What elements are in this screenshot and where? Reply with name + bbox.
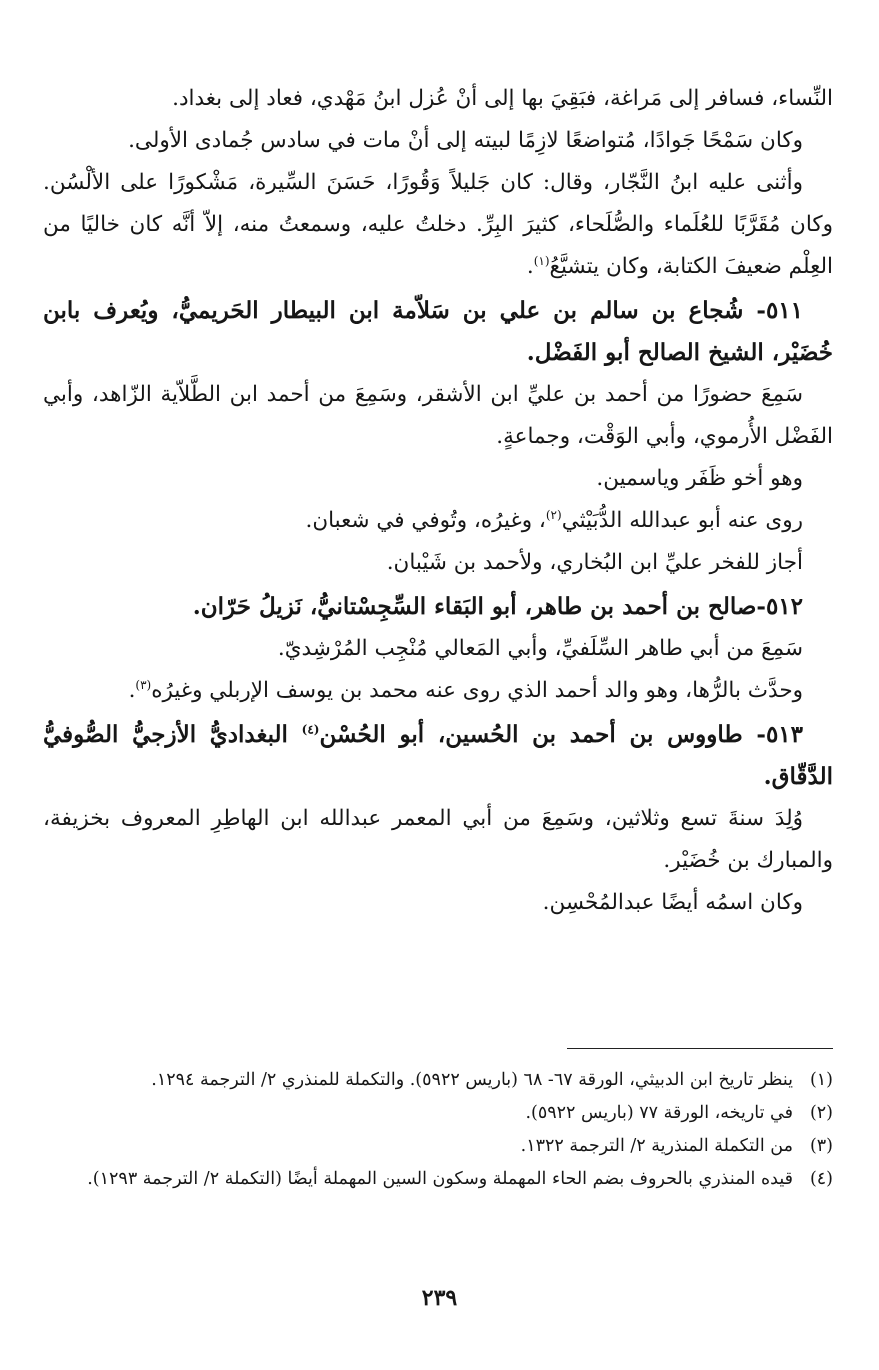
paragraph-1: النِّساء، فسافر إلى مَراغة، فبَقِيَ بها إلى أنْ عُزل ابنُ مَهْدي، فعاد إلى بغداد. — [172, 86, 833, 111]
footnote-number: (١) — [809, 1070, 833, 1090]
entry-513-number: ٥١٣- — [756, 721, 803, 748]
paragraph-3: وأثنى عليه ابنُ النَّجّار، وقال: كان جَليلاً وَقُورًا، حَسَنَ السِّيرة، مَشْكورًا على الألْسُن. وكان مُقَرَّبًا للعُلَماء والصُّلَحاء، كثيرَ البِرِّ. دخلتُ عليه، وسمعتُ منه، إلاّ أنَّه كان خاليًا من العِلْم ضعيفَ الكتابة، وكان يتشيَّعُ$^{(١)}$. — [43, 170, 833, 279]
footnote-number: (٤) — [809, 1169, 833, 1189]
paragraph-10: وُلِدَ سنةَ تسع وثلاثين، وسَمِعَ من أبي المعمر عبدالله ابن الهاطِرِ المعروف بخزيفة، والمبارك بن خُضَيْر. — [43, 806, 833, 873]
entry-513-title-b: البغداديُّ الأزجيُّ الصُّوفيُّ الدَّقّاق. — [43, 721, 833, 790]
footnote-text: من التكملة المنذرية ٢/ الترجمة ١٣٢٢. — [520, 1136, 793, 1156]
paragraph-6-text-a: روى عنه أبو عبدالله الدُّبَيْثي — [561, 508, 803, 533]
footnote-ref-2: (٢) — [545, 507, 562, 522]
footnotes — [43, 1065, 833, 1197]
footnote-text: ينظر تاريخ ابن الدبيثي، الورقة ٦٧- ٦٨ (باريس ٥٩٢٢). والتكملة للمنذري ٢/ الترجمة ١٢٩٤. — [151, 1070, 793, 1090]
footnote-ref-4: (٤) — [301, 722, 320, 737]
footnote — [43, 1065, 833, 1096]
footnote-number: (٣) — [809, 1136, 833, 1156]
paragraph-9-text: وحدَّث بالرُّها، وهو والد أحمد الذي روى عنه محمد بن يوسف الإربلي وغيرُه — [151, 678, 803, 703]
footnote-ref-1: (١) — [533, 253, 550, 268]
entry-511-number: ٥١١- — [756, 297, 803, 324]
page-number: ٢٣٩ — [421, 1285, 458, 1311]
paragraph-7: أجاز للفخر عليِّ ابن البُخاري، ولأحمد بن شَيْبان. — [386, 550, 803, 575]
paragraph-8: سَمِعَ من أبي طاهر السِّلَفيِّ، وأبي المَعالي مُنْجِب المُرْشِديّ. — [277, 636, 803, 661]
paragraph-6-text-b: ، وغيرُه، وتُوفي في شعبان. — [305, 508, 546, 533]
entry-511-heading — [43, 290, 833, 374]
paragraph-5: وهو أخو ظَفَر وياسمين. — [596, 466, 803, 491]
paragraph-2: وكان سَمْحًا جَوادًا، مُتواضعًا لازِمًا لبيته إلى أنْ مات في سادس جُمادى الأولى. — [128, 128, 803, 153]
footnote-number: (٢) — [809, 1103, 833, 1123]
paragraph-4: سَمِعَ حضورًا من أحمد بن عليِّ ابن الأشقر، وسَمِعَ من أحمد ابن الطَّلاّية الزّاهد، وأبي الفَضْل الأُرموي، وأبي الوَقْت، وجماعةٍ. — [43, 382, 833, 449]
paragraph-9: وحدَّث بالرُّها، وهو والد أحمد الذي روى عنه محمد بن يوسف الإربلي وغيرُه$^{(٣)}$. — [128, 677, 803, 703]
entry-513-title-a: طاووس بن أحمد بن الحُسين، أبو الحُسْن — [319, 721, 743, 748]
footnote-ref-3: (٣) — [135, 677, 152, 692]
entry-512-number: ٥١٢- — [756, 593, 803, 620]
entry-513-heading — [43, 714, 833, 798]
footnote — [43, 1098, 833, 1129]
entry-511-title: شُجاع بن سالم بن علي بن سَلاّمة ابن البيطار الحَريميُّ، ويُعرف بابن خُضَيْر، الشيخ الصالح أبو الفَضْل. — [43, 297, 833, 366]
footnote — [43, 1164, 833, 1195]
footnote — [43, 1131, 833, 1162]
footnote-text: قيده المنذري بالحروف بضم الحاء المهملة وسكون السين المهملة أيضًا (التكملة ٢/ الترجمة ١٢٩٣). — [87, 1169, 793, 1189]
footnote-text: في تاريخه، الورقة ٧٧ (باريس ٥٩٢٢). — [525, 1103, 793, 1123]
entry-512-heading — [43, 586, 833, 628]
paragraph-11: وكان اسمُه أيضًا عبدالمُحْسِن. — [542, 890, 803, 915]
footnote-separator — [567, 1048, 833, 1049]
paragraph-6 — [43, 500, 833, 542]
paragraph-3-text: وأثنى عليه ابنُ النَّجّار، وقال: كان جَليلاً وَقُورًا، حَسَنَ السِّيرة، مَشْكورًا على الألْسُن. وكان مُقَرَّبًا للعُلَماء والصُّلَحاء، كثيرَ البِرِّ. دخلتُ عليه، وسمعتُ منه، إلاّ أنَّه كان خاليًا من العِلْم ضعيفَ الكتابة، وكان يتشيَّعُ — [43, 170, 833, 279]
main-text — [43, 78, 833, 924]
entry-512-title: صالح بن أحمد بن طاهر، أبو البَقاء السِّجِسْتانيُّ، نَزيلُ حَرّان. — [192, 593, 757, 620]
